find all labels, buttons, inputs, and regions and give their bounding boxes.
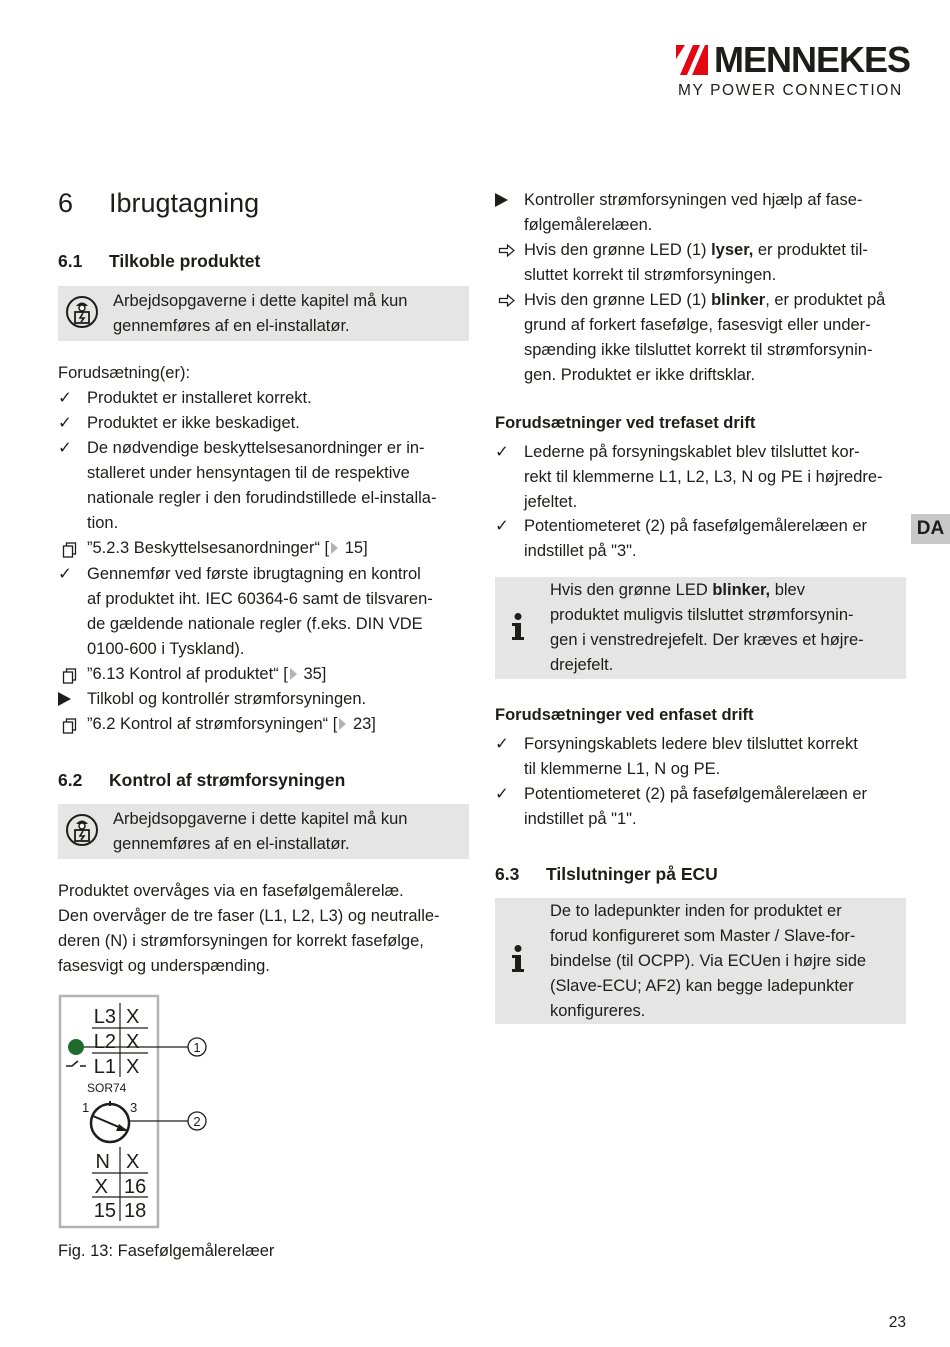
dial-max-label: 3 [130, 1100, 138, 1115]
subsection-number: 6.3 [495, 864, 520, 884]
terminal-label: N [95, 1151, 110, 1173]
led-indicator [68, 1039, 84, 1055]
svg-text:2: 2 [193, 1114, 201, 1129]
notice-line: Arbejdsopgaverne i dette kapitel må kun [113, 292, 408, 310]
page-number: 23 [888, 1314, 906, 1331]
brand-logo [676, 39, 911, 104]
heading-three-phase: Forudsætninger ved trefaset drift [495, 414, 756, 432]
electrician-notice-box [58, 286, 469, 341]
subsection-number: 6.1 [58, 251, 83, 271]
subsection-title: Tilkoble produktet [109, 251, 261, 271]
subsection-title: Tilslutninger på ECU [546, 864, 718, 884]
subsection-heading-6-3 [495, 862, 718, 886]
terminal-label: L3 [93, 1006, 116, 1028]
terminal-label: L2 [93, 1031, 116, 1053]
terminal-label: X [126, 1006, 140, 1028]
brand-name: MENNEKES [714, 39, 911, 80]
check-icon: ✓ [495, 785, 509, 803]
phase-relay-figure [58, 993, 278, 1233]
check-icon: ✓ [495, 443, 509, 461]
terminal-label: 16 [124, 1176, 147, 1198]
terminal-label: X [94, 1176, 108, 1198]
subsection-heading-6-1 [58, 249, 260, 273]
mennekes-logo-mark-icon [676, 45, 708, 75]
action-arrow-icon [58, 687, 82, 714]
section-number: 6 [58, 188, 74, 218]
subsection-title: Kontrol af strømforsyningen [109, 770, 346, 790]
terminal-label: X [126, 1151, 140, 1173]
info-box: De to ladepunkter inden for produktet er forud konfigureret som Master / Slave-for- bindelse (til OCPP). Via ECUen i højre side (Slave-ECU; AF2) kan begge ladepunkter konfigureres. [495, 898, 906, 1024]
reference-icon [58, 718, 82, 734]
reference-icon [58, 542, 82, 558]
terminal-label: X [126, 1031, 140, 1053]
page-pointer-icon [331, 542, 338, 554]
terminal-label: X [126, 1056, 140, 1078]
terminal-label: 18 [124, 1200, 147, 1222]
section-heading [58, 187, 259, 219]
terminal-label: L1 [93, 1056, 116, 1078]
prerequisite-label: Forudsætning(er): [58, 364, 191, 382]
body-paragraph: Produktet overvåges via en fasefølgemålerelæ. Den overvåger de tre faser (L1, L2, L3) og neutralle- deren (N) i strømforsyningen for korrekt fasefølge, fasesvigt og underspænding. [58, 882, 440, 975]
brand-tagline: MY POWER CONNECTION [678, 82, 903, 99]
svg-text:1: 1 [193, 1040, 201, 1055]
notice-line: gennemføres af en el-installatør. [113, 317, 350, 335]
page-pointer-icon [339, 718, 346, 730]
heading-single-phase: Forudsætninger ved enfaset drift [495, 706, 754, 724]
notice-line: gennemføres af en el-installatør. [113, 835, 350, 853]
page-pointer-icon [290, 668, 297, 680]
action-arrow-icon [495, 188, 519, 215]
subsection-number: 6.2 [58, 770, 83, 790]
check-icon: ✓ [58, 439, 72, 457]
electrician-icon [65, 295, 99, 329]
info-box: Hvis den grønne LED blinker, blev produktet muligvis tilsluttet strømforsynin- gen i venstredrejefelt. Der kræves et højre- drejefelt. [495, 577, 906, 679]
info-icon [509, 613, 527, 641]
check-icon: ✓ [58, 389, 72, 407]
section-title: Ibrugtagning [109, 188, 260, 218]
reference-icon [58, 668, 82, 684]
result-arrow-icon [495, 244, 519, 257]
subsection-heading-6-2 [58, 768, 345, 792]
check-icon: ✓ [58, 565, 72, 583]
check-icon: ✓ [495, 735, 509, 753]
notice-line: Arbejdsopgaverne i dette kapitel må kun [113, 810, 408, 828]
result-arrow-icon [495, 294, 519, 307]
figure-caption: Fig. 13: Fasefølgemålerelæer [58, 1242, 275, 1260]
electrician-icon [65, 813, 99, 847]
terminal-label: 15 [93, 1200, 116, 1222]
info-icon [509, 945, 527, 973]
relay-model: SOR74 [87, 1081, 127, 1095]
electrician-notice-box [58, 804, 469, 859]
dial-min-label: 1 [82, 1100, 90, 1115]
language-tab[interactable]: DA [911, 514, 950, 544]
check-icon: ✓ [495, 517, 509, 535]
check-icon: ✓ [58, 414, 72, 432]
